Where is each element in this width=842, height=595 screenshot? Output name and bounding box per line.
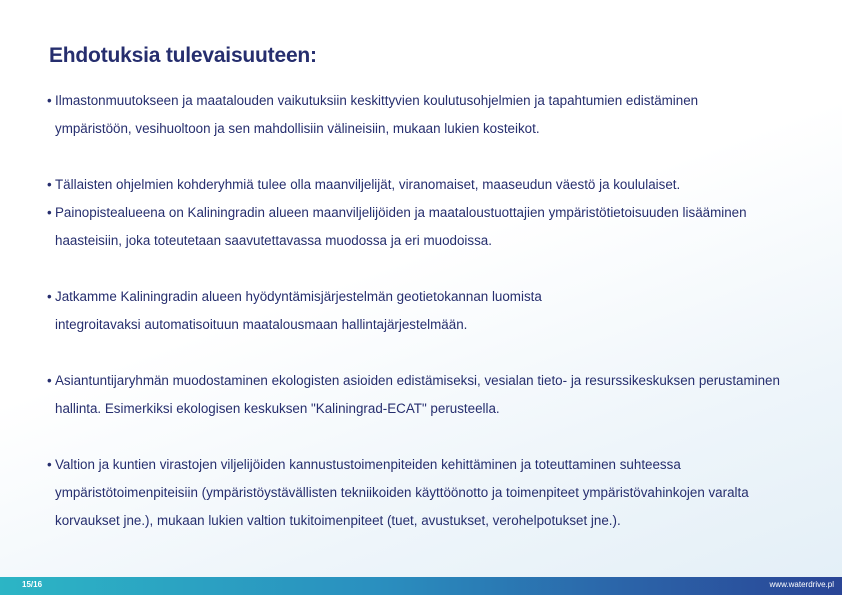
bullet-line: hallinta. Esimerkiksi ekologisen keskuksen "Kaliningrad-ECAT" perusteella. bbox=[55, 401, 500, 416]
bullet-line: Tällaisten ohjelmien kohderyhmiä tulee olla maanviljelijät, viranomaiset, maaseudun väestö ja koululaiset. bbox=[55, 177, 681, 192]
bullet-dot: • bbox=[47, 289, 52, 304]
bullet-line: Asiantuntijaryhmän muodostaminen ekologisten asioiden edistämiseksi, vesialan tieto- ja resurssikeskuksen perustaminen bbox=[55, 373, 780, 388]
bullet-line: integroitavaksi automatisoituun maatalousmaan hallintajärjestelmään. bbox=[55, 317, 468, 332]
bullet-line: haasteisiin, joka toteutetaan saavutettavassa muodossa ja eri muodoissa. bbox=[55, 233, 492, 248]
bullet-line: Painopistealueena on Kaliningradin alueen maanviljelijöiden ja maataloustuottajien ympäristötietoisuuden lisääminen bbox=[55, 205, 747, 220]
bullet-line: Valtion ja kuntien virastojen viljelijöiden kannustustoimenpiteiden kehittäminen ja toteuttaminen suhteessa bbox=[55, 457, 681, 472]
footer-bar bbox=[0, 577, 842, 595]
page-title: Ehdotuksia tulevaisuuteen: bbox=[49, 44, 317, 67]
bullet-line: korvaukset jne.), mukaan lukien valtion tukitoimenpiteet (tuet, avustukset, verohelpotukset jne.). bbox=[55, 513, 621, 528]
bullet-dot: • bbox=[47, 93, 52, 108]
page-number: 15/16 bbox=[22, 580, 43, 589]
bullet-dot: • bbox=[47, 457, 52, 472]
bullet-item bbox=[47, 199, 832, 255]
website-url: www.waterdrive.pl bbox=[769, 580, 834, 589]
bullet-dot: • bbox=[47, 205, 52, 220]
bullet-line: ympäristötoimenpiteisiin (ympäristöystävällisten tekniikoiden käyttöönotto ja toimenpiteet ympäristövahinkojen varalta bbox=[55, 485, 749, 500]
bullet-item bbox=[47, 171, 832, 199]
bullet-dot: • bbox=[47, 373, 52, 388]
bullet-item bbox=[47, 367, 832, 423]
bullet-line: Jatkamme Kaliningradin alueen hyödyntämisjärjestelmän geotietokannan luomista bbox=[55, 289, 542, 304]
bullet-item bbox=[47, 283, 832, 339]
bullet-item bbox=[47, 451, 832, 535]
bullet-dot: • bbox=[47, 177, 52, 192]
bullet-item bbox=[47, 87, 832, 143]
bullet-line: Ilmastonmuutokseen ja maatalouden vaikutuksiin keskittyvien koulutusohjelmien ja tapahtumien edistäminen bbox=[55, 93, 699, 108]
bullet-line: ympäristöön, vesihuoltoon ja sen mahdollisiin välineisiin, mukaan lukien kosteikot. bbox=[55, 121, 540, 136]
